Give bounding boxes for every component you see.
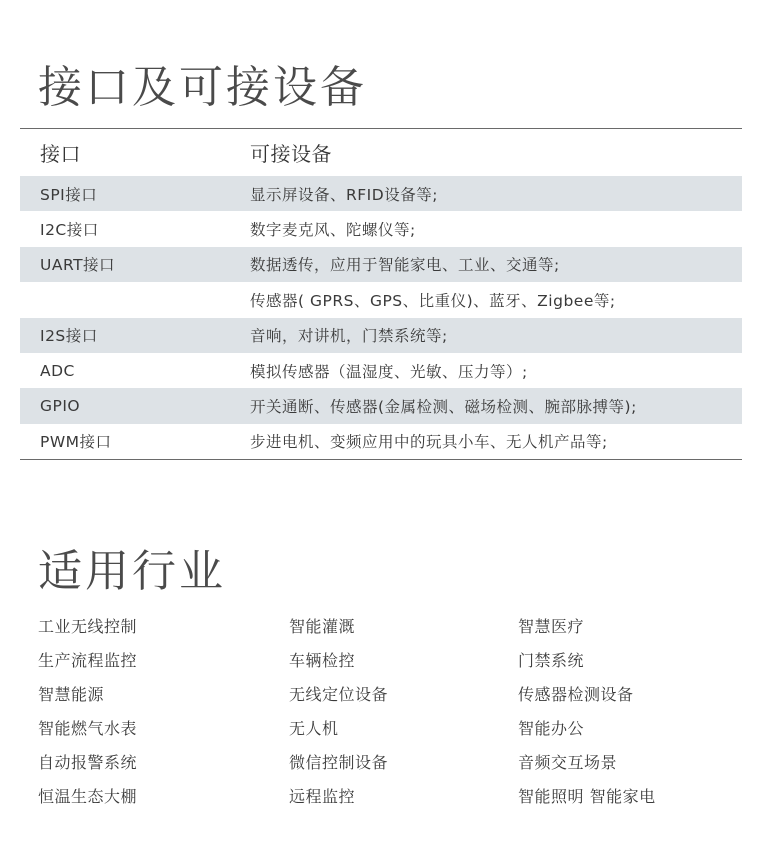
list-item: 智能灌溉 xyxy=(289,617,356,636)
table-row xyxy=(20,318,742,353)
table-row xyxy=(20,388,742,423)
list-item: 无人机 xyxy=(289,719,339,738)
devices-cell: 传感器( GPRS、GPS、比重仪)、蓝牙、Zigbee等; xyxy=(250,291,616,310)
list-item: 智能照明 智能家电 xyxy=(518,787,656,806)
port-cell: UART接口 xyxy=(40,256,116,275)
port-cell: I2S接口 xyxy=(40,327,98,346)
list-item: 智慧医疗 xyxy=(518,617,585,636)
table-row xyxy=(20,282,742,317)
list-item: 无线定位设备 xyxy=(289,685,389,704)
table-row xyxy=(20,424,742,459)
list-item: 远程监控 xyxy=(289,787,356,806)
list-item: 智能办公 xyxy=(518,719,585,738)
devices-cell: 开关通断、传感器(金属检测、磁场检测、腕部脉搏等); xyxy=(250,398,637,417)
devices-cell: 数字麦克风、陀螺仪等; xyxy=(250,221,416,240)
industry-list xyxy=(38,610,738,814)
list-item: 车辆检控 xyxy=(289,651,356,670)
list-item: 智慧能源 xyxy=(38,685,105,704)
devices-cell: 音响，对讲机，门禁系统等; xyxy=(250,327,448,346)
header-port: 接口 xyxy=(40,142,81,166)
list-item: 恒温生态大棚 xyxy=(38,787,138,806)
list-item: 自动报警系统 xyxy=(38,753,138,772)
list-item: 生产流程监控 xyxy=(38,651,138,670)
table-row xyxy=(20,247,742,282)
list-item: 音频交互场景 xyxy=(518,753,618,772)
list-item: 传感器检测设备 xyxy=(518,685,634,704)
header-devices: 可接设备 xyxy=(250,142,332,166)
port-cell: SPI接口 xyxy=(40,185,98,204)
table-row xyxy=(20,353,742,388)
table-row xyxy=(20,176,742,211)
list-item: 工业无线控制 xyxy=(38,617,138,636)
interface-table xyxy=(20,128,742,460)
port-cell: GPIO xyxy=(40,397,81,416)
port-cell: ADC xyxy=(40,361,75,380)
devices-cell: 显示屏设备、RFID设备等; xyxy=(250,185,438,204)
devices-cell: 数据透传，应用于智能家电、工业、交通等; xyxy=(250,256,560,275)
devices-cell: 步进电机、变频应用中的玩具小车、无人机产品等; xyxy=(250,433,608,452)
industries-title: 适用行业 xyxy=(38,546,226,597)
list-item: 智能燃气水表 xyxy=(38,719,138,738)
port-cell: PWM接口 xyxy=(40,433,112,452)
devices-cell: 模拟传感器（温湿度、光敏、压力等）; xyxy=(250,362,528,381)
table-row xyxy=(20,211,742,246)
table-header xyxy=(20,129,742,176)
list-item: 微信控制设备 xyxy=(289,753,389,772)
list-item: 门禁系统 xyxy=(518,651,585,670)
port-cell: I2C接口 xyxy=(40,221,99,240)
interfaces-title: 接口及可接设备 xyxy=(38,62,367,113)
